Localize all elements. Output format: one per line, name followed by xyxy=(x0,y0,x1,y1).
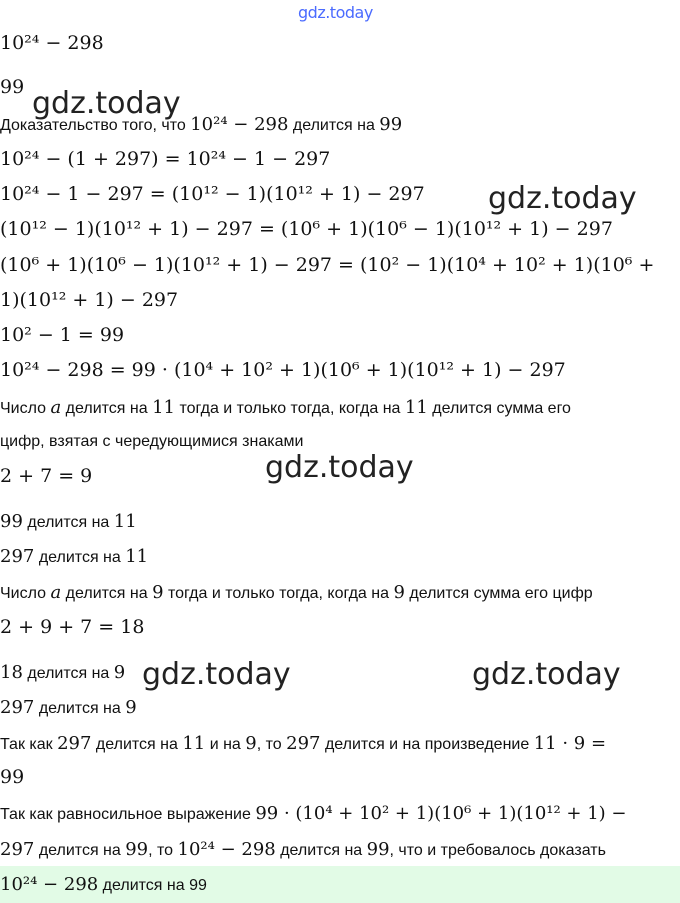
number: 99 xyxy=(0,766,25,788)
statement: 99 делится на 11 xyxy=(0,511,137,532)
conclusion: Так как 297 делится на 11 и на 9, то 297 делится и на произведение 11 · 9 = xyxy=(0,733,607,754)
equation: 1)(10¹² + 1) − 297 xyxy=(0,289,179,311)
watermark-top: gdz.today xyxy=(298,3,373,22)
divisibility-rule-9: Число a делится на 9 тогда и только тогда, когда на 9 делится сумма его цифр xyxy=(0,582,593,603)
conclusion-cont: 297 делится на 99, то 10²⁴ − 298 делится на 99, что и требовалось доказать xyxy=(0,839,606,860)
equation: 10²⁴ − 298 = 99 · (10⁴ + 10² + 1)(10⁶ + 1)(10¹² + 1) − 297 xyxy=(0,359,566,381)
equation: 2 + 7 = 9 xyxy=(0,465,93,487)
equation: 10²⁴ − 1 − 297 = (10¹² − 1)(10¹² + 1) − 297 xyxy=(0,183,425,205)
equation: 10²⁴ − (1 + 297) = 10²⁴ − 1 − 297 xyxy=(0,148,331,170)
watermark: gdz.today xyxy=(472,657,621,692)
equation: (10¹² − 1)(10¹² + 1) − 297 = (10⁶ + 1)(10⁶ − 1)(10¹² + 1) − 297 xyxy=(0,218,613,240)
statement: 297 делится на 9 xyxy=(0,697,137,718)
watermark: gdz.today xyxy=(488,181,637,216)
proof-title: Доказательство того, что 10²⁴ − 298 делится на 99 xyxy=(0,114,403,135)
divisibility-rule-11-cont: цифр, взятая с чередующимися знаками xyxy=(0,433,304,450)
watermark: gdz.today xyxy=(32,86,181,121)
watermark: gdz.today xyxy=(265,450,414,485)
number: 99 xyxy=(0,76,25,98)
equation: 10² − 1 = 99 xyxy=(0,324,125,346)
equation: (10⁶ + 1)(10⁶ − 1)(10¹² + 1) − 297 = (10² − 1)(10⁴ + 10² + 1)(10⁶ + xyxy=(0,254,655,276)
conclusion: Так как равносильное выражение 99 · (10⁴ + 10² + 1)(10⁶ + 1)(10¹² + 1) − xyxy=(0,803,627,824)
watermark: gdz.today xyxy=(142,657,291,692)
statement: 297 делится на 11 xyxy=(0,546,149,567)
statement: 18 делится на 9 xyxy=(0,662,126,683)
equation: 2 + 9 + 7 = 18 xyxy=(0,616,145,638)
expression: 10²⁴ − 298 xyxy=(0,32,104,54)
divisibility-rule-11: Число a делится на 11 тогда и только тогда, когда на 11 делится сумма его xyxy=(0,397,571,418)
final-answer: 10²⁴ − 298 делится на 99 xyxy=(0,874,207,895)
